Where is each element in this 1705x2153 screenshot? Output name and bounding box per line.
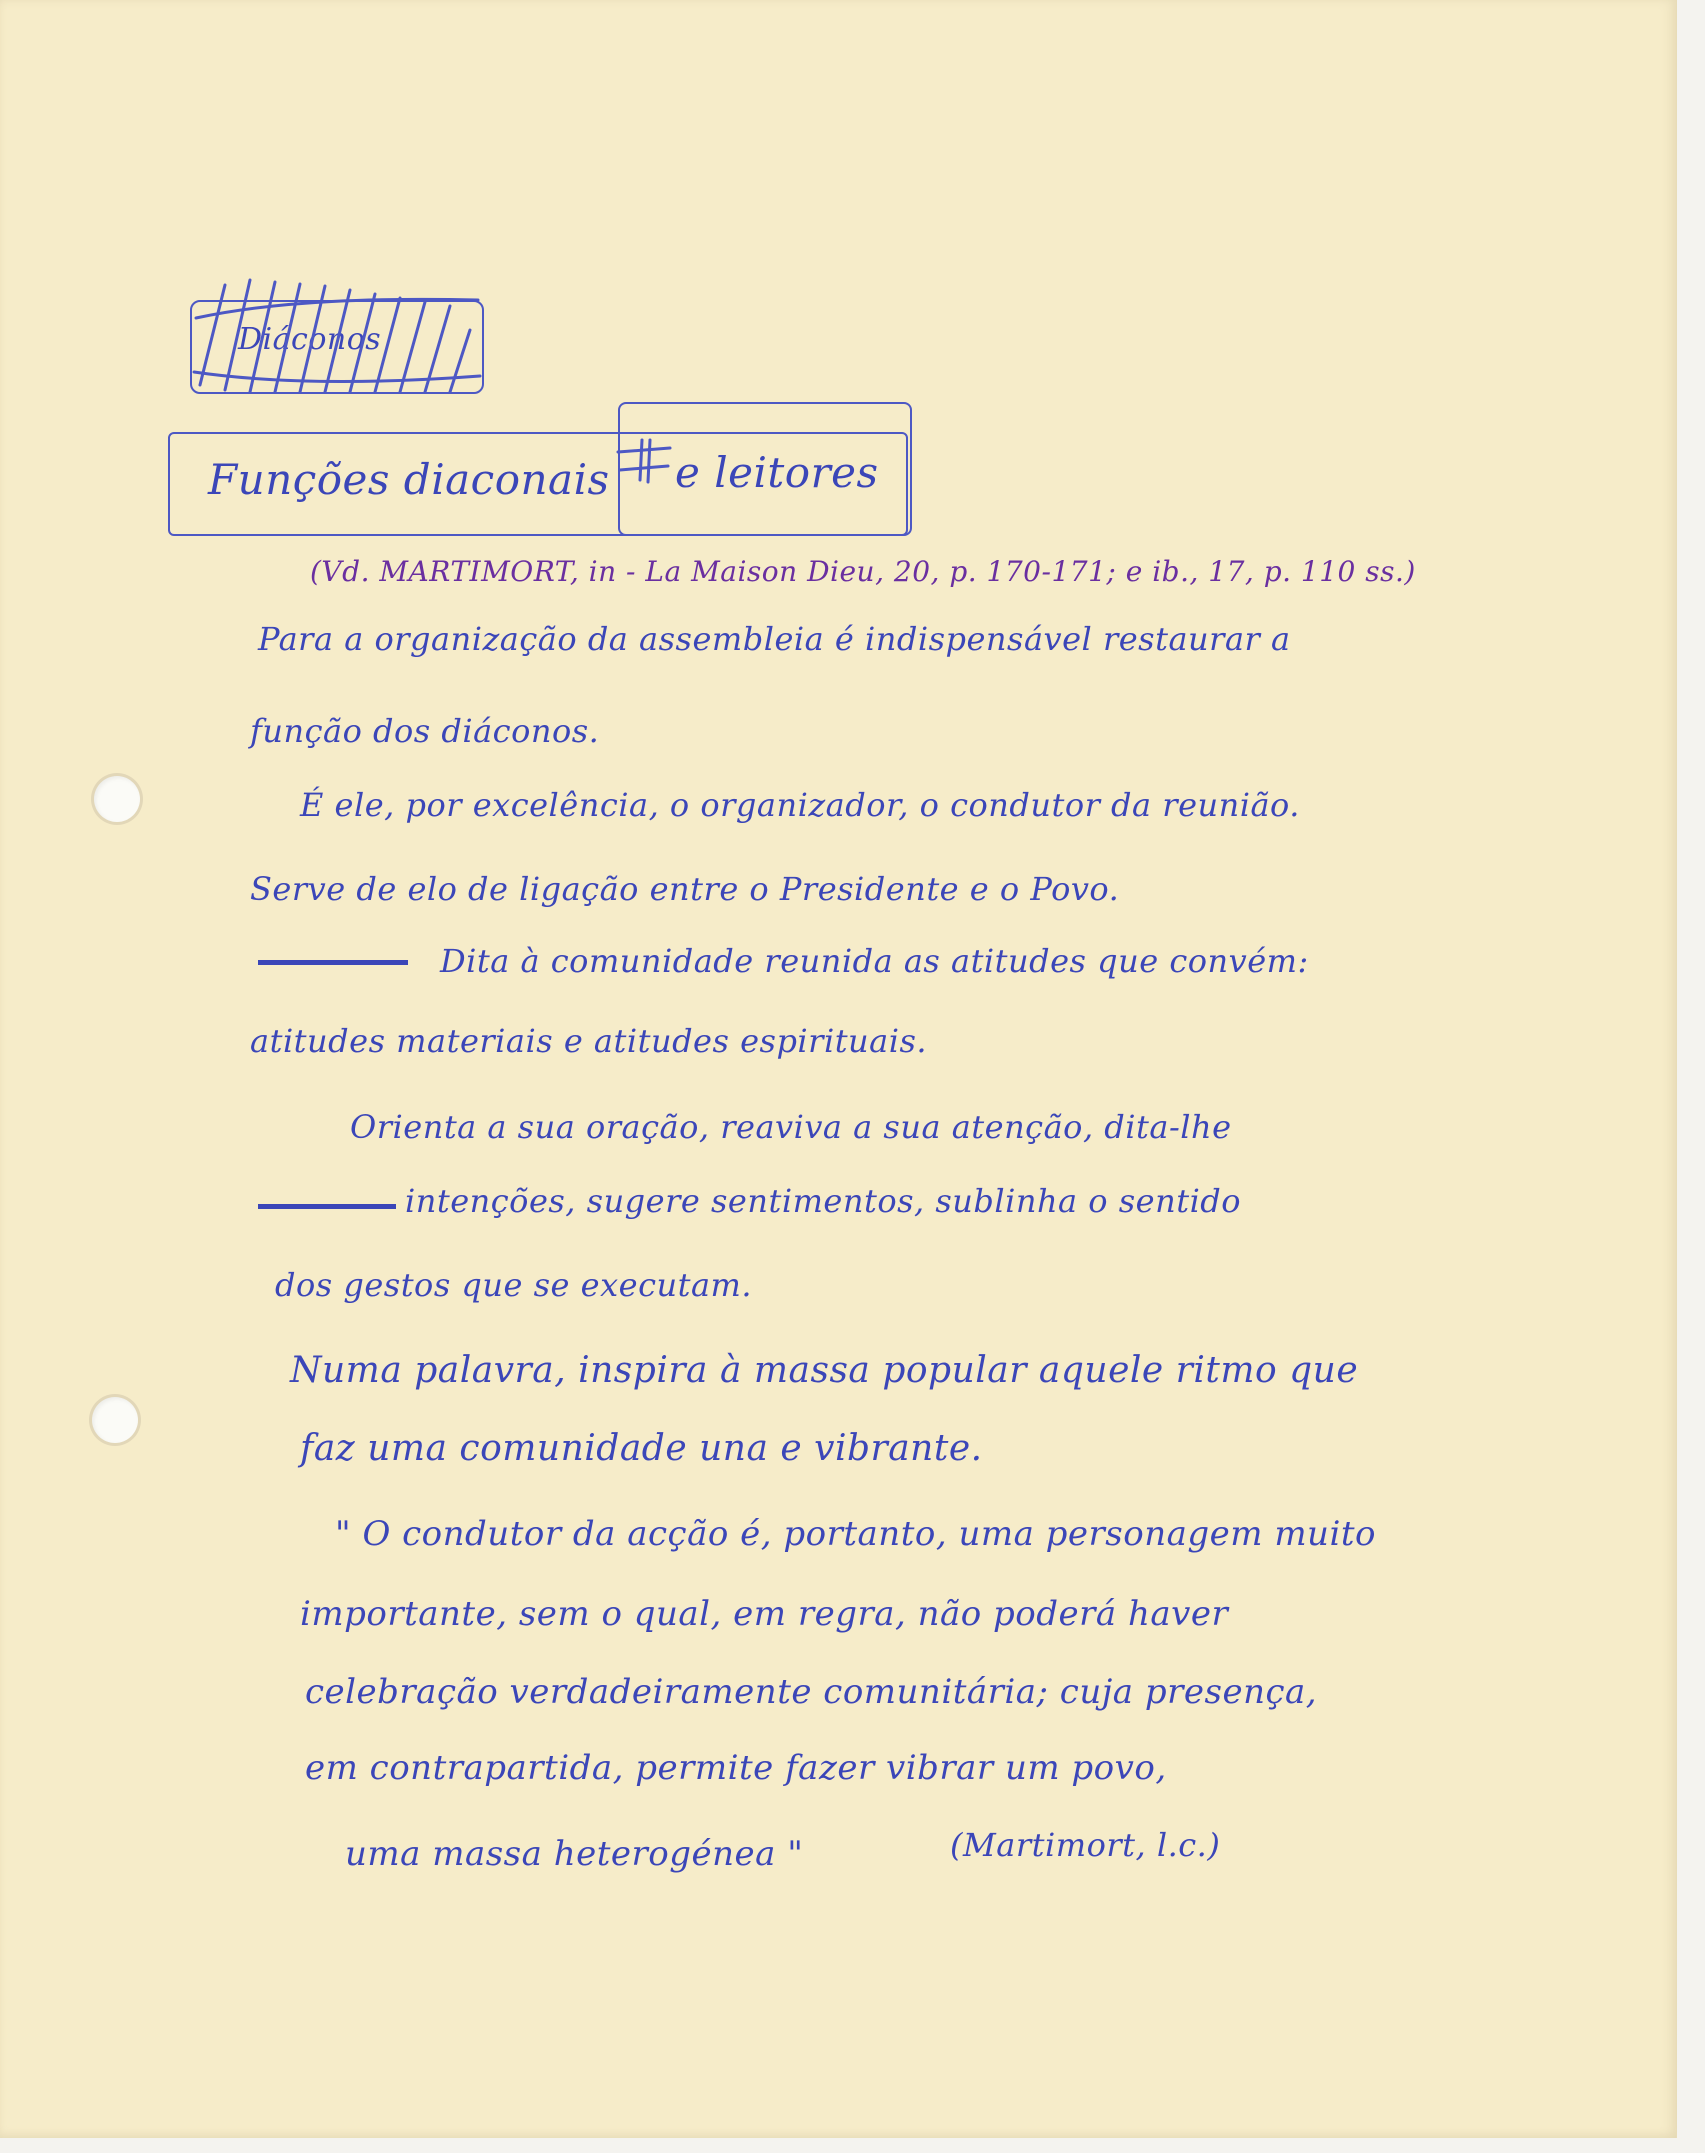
line-9: dos gestos que se executam.	[275, 1266, 753, 1304]
citation: (Martimort, l.c.)	[950, 1826, 1221, 1864]
crossed-heading: Diáconos	[238, 322, 382, 357]
struck-word-2	[258, 1204, 396, 1217]
line-2: função dos diáconos.	[250, 712, 600, 750]
title-part1: Funções diaconais	[208, 455, 610, 504]
line-6: atitudes materiais e atitudes espirituais.	[250, 1022, 928, 1060]
title-part2: e leitores	[675, 448, 879, 497]
quote-line-4: em contrapartida, permite fazer vibrar um povo,	[305, 1748, 1167, 1788]
quote-line-1: " O condutor da acção é, portanto, uma personagem muito	[335, 1514, 1376, 1554]
line-4: Serve de elo de ligação entre o Presidente e o Povo.	[250, 870, 1120, 908]
line-11: faz uma comunidade una e vibrante.	[300, 1428, 983, 1469]
quote-line-2: importante, sem o qual, em regra, não poderá haver	[300, 1594, 1229, 1634]
quote-line-5: uma massa heterogénea "	[345, 1834, 804, 1874]
line-3: É ele, por excelência, o organizador, o condutor da reunião.	[300, 786, 1300, 824]
struck-word-1	[258, 960, 408, 973]
line-5: Dita à comunidade reunida as atitudes que convém:	[440, 942, 1309, 980]
line-1: Para a organização da assembleia é indispensável restaurar a	[258, 620, 1291, 658]
line-10: Numa palavra, inspira à massa popular aquele ritmo que	[290, 1350, 1359, 1391]
quote-line-3: celebração verdadeiramente comunitária; cuja presença,	[305, 1672, 1318, 1712]
reference-line: (Vd. MARTIMORT, in - La Maison Dieu, 20, p. 170-171; e ib., 17, p. 110 ss.)	[310, 555, 1416, 588]
line-7: Orienta a sua oração, reaviva a sua atenção, dita-lhe	[350, 1108, 1232, 1146]
line-8: intenções, sugere sentimentos, sublinha o sentido	[405, 1182, 1242, 1220]
